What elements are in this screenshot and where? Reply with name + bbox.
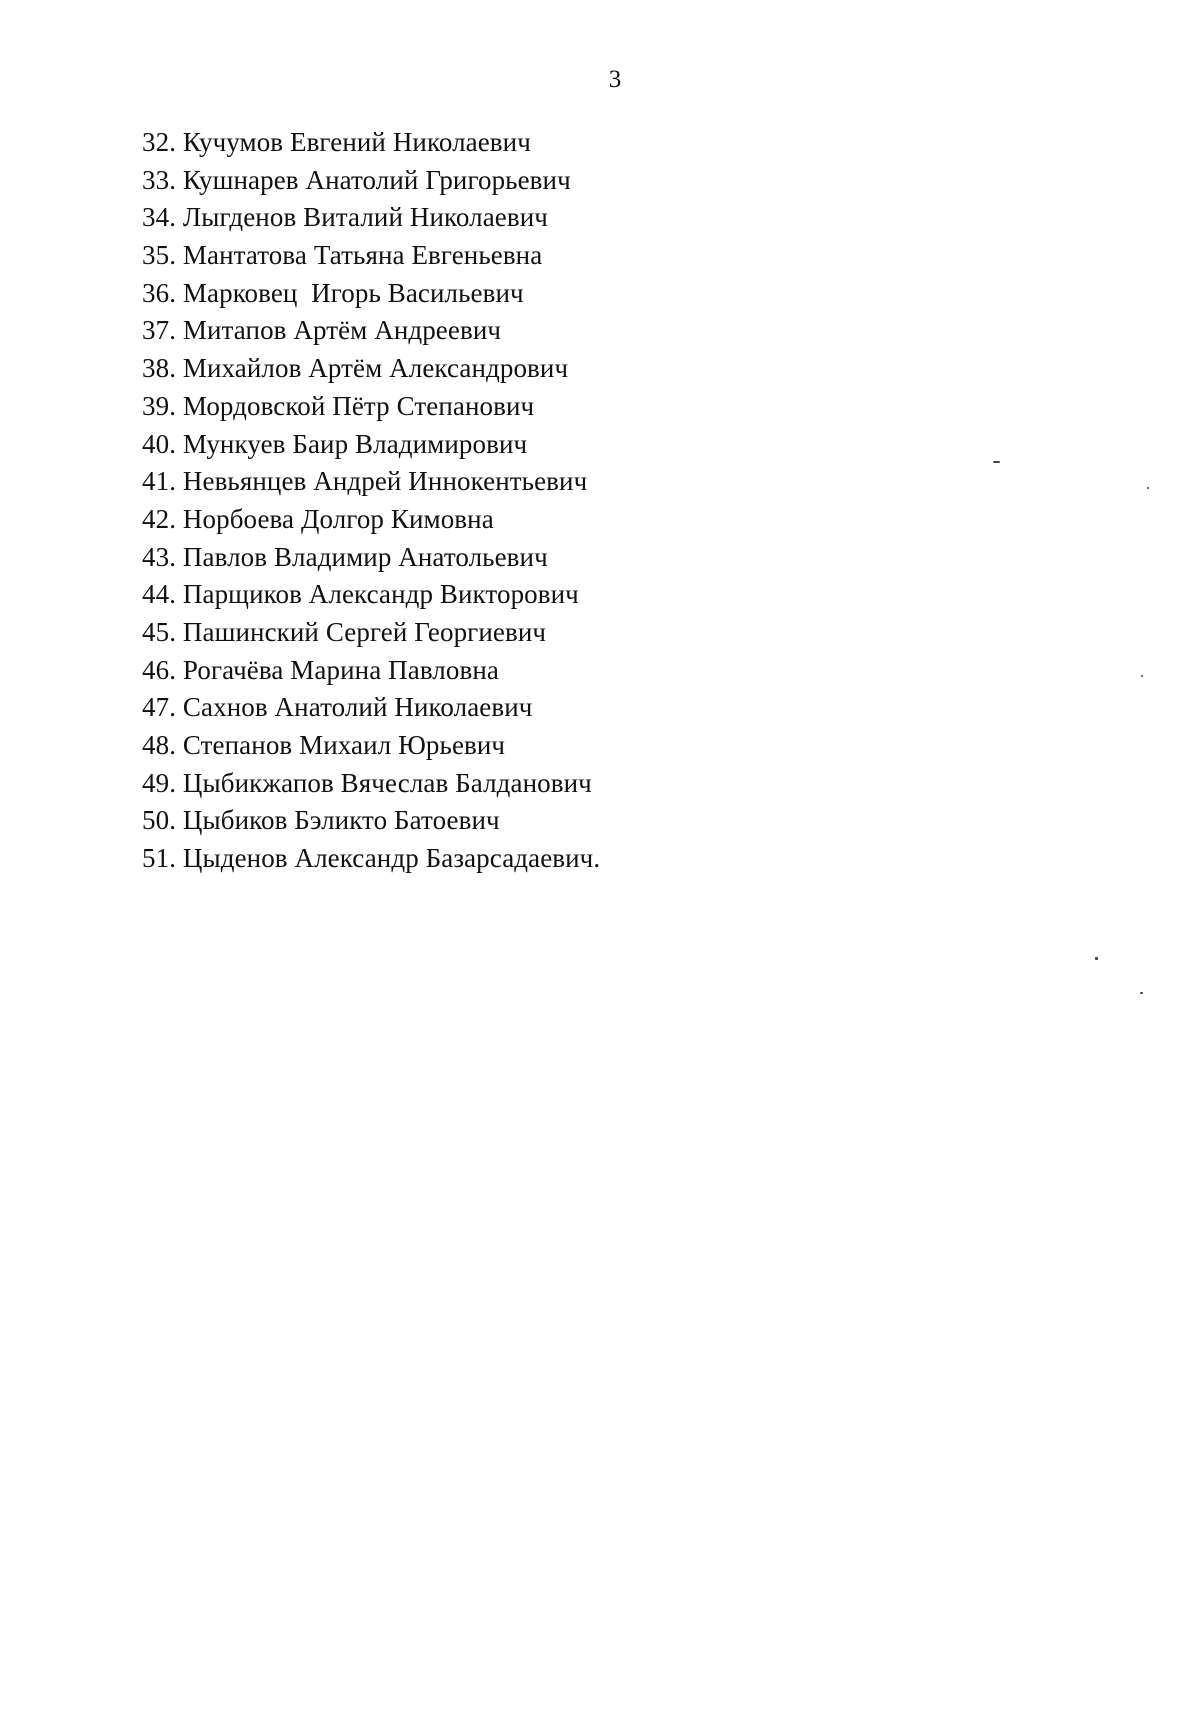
scan-speck xyxy=(1140,992,1143,994)
scan-speck xyxy=(1141,675,1143,677)
list-item: 35. Мантатова Татьяна Евгеньевна xyxy=(142,240,543,271)
scan-speck xyxy=(1147,487,1149,489)
list-item: 40. Мункуев Баир Владимирович xyxy=(142,428,528,459)
scan-speck xyxy=(1095,957,1098,960)
list-item: 34. Лыгденов Виталий Николаевич xyxy=(142,202,548,233)
list-item: 48. Степанов Михаил Юрьевич xyxy=(142,730,506,760)
list-item: 46. Рогачёва Марина Павловна xyxy=(142,654,499,685)
list-item: 41. Невьянцев Андрей Иннокентьевич xyxy=(142,466,588,497)
list-item: 50. Цыбиков Бэликто Батоевич xyxy=(142,805,500,836)
list-item: 49. Цыбикжапов Вячеслав Балданович xyxy=(142,767,592,798)
name-list xyxy=(142,124,600,878)
list-item: 39. Мордовской Пётр Степанович xyxy=(142,390,535,421)
list-item: 32. Кучумов Евгений Николаевич xyxy=(142,127,531,157)
page-number: 3 xyxy=(608,66,622,93)
list-item: 38. Михайлов Артём Александрович xyxy=(142,353,569,384)
list-item: 45. Пашинский Сергей Георгиевич xyxy=(142,616,547,647)
scan-speck xyxy=(993,461,1000,463)
list-item: 47. Сахнов Анатолий Николаевич xyxy=(142,692,533,723)
list-item: 44. Парщиков Александр Викторович xyxy=(142,579,579,610)
list-item: 36. Марковец Игорь Васильевич xyxy=(142,277,524,308)
list-item: 43. Павлов Владимир Анатольевич xyxy=(142,541,548,572)
list-item: 33. Кушнарев Анатолий Григорьевич xyxy=(142,164,571,195)
list-item: 51. Цыденов Александр Базарсадаевич. xyxy=(142,843,601,874)
list-item: 42. Норбоева Долгор Кимовна xyxy=(142,503,494,534)
list-item: 37. Митапов Артём Андреевич xyxy=(142,315,502,346)
